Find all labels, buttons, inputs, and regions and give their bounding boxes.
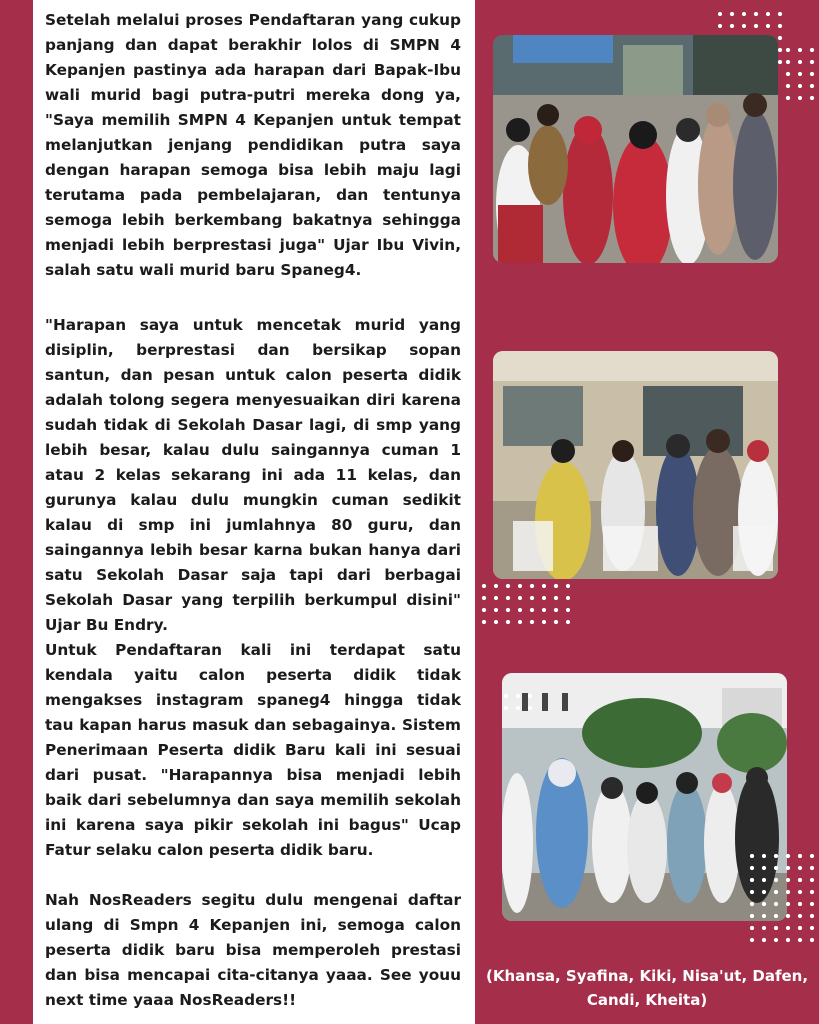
paragraph-2: "Harapan saya untuk mencetak murid yang disiplin, berprestasi dan bersikap sopan santun, dan pesan untuk calon peserta didik adalah tolong segera menyesuaikan diri karena sudah tidak di Sekolah Dasar lagi, di smp yang lebih besar, kalau dulu saingannya cuman 1 atau 2 kelas sekarang ini ada 11 kelas, dan gurunya kalau dulu mungkin cuman sedikit kalau di smp ini jumlahnya 80 guru, dan saingannya lebih besar karna bukan hanya dari satu Sekolah Dasar saja tapi dari berbagai Sekolah Dasar yang terpilih berkumpul disini" Ujar Bu Endry. [45, 316, 461, 634]
paragraph-1: Setelah melalui proses Pendaftaran yang cukup panjang dan dapat berakhir lolos di SMPN 4 Kepanjen pastinya ada harapan dari Bapak-Ibu wali murid bagi putra-putri mereka dong ya, "Saya memilih SMPN 4 Kepanjen untuk tempat melanjutkan jenjang pendidikan putra saya dengan harapan semoga bisa lebih maju lagi terutama pada pembelajaran, dan tentunya semoga lebih berkembang bakatnya sehingga menjadi lebih berprestasi juga" Ujar Ibu Vivin, salah satu wali murid baru Spaneg4. [45, 11, 461, 279]
photo-students-schoolyard [502, 673, 787, 921]
paragraph-3: Untuk Pendaftaran kali ini terdapat satu kendala yaitu calon peserta didik tidak mengakses instagram spaneg4 hingga tidak tau kapan harus masuk dan sebagainya. Sistem Penerimaan Peserta didik Baru kali ini sesuai dari pusat. "Harapannya bisa menjadi lebih baik dari sebelumnya dan saya memilih sekolah ini karena saya pikir sekolah ini bagus" Ucap Fatur selaku calon peserta didik baru. [45, 641, 461, 859]
decorative-dots [500, 690, 536, 714]
decorative-dots [478, 580, 574, 628]
photo-parents-waiting [493, 351, 778, 579]
paragraph-4: Nah NosReaders segitu dulu mengenai daftar ulang di Smpn 4 Kepanjen ini, semoga calon peserta didik baru bisa memperoleh prestasi dan bisa mencapai cita-citanya yaaa. See youu next time yaaa NosReaders!! [45, 891, 461, 1009]
decorative-dots [746, 850, 818, 946]
author-credits: (Khansa, Syafina, Kiki, Nisa'ut, Dafen, Candi, Kheita) [485, 967, 809, 1009]
photo-registration-crowd [493, 35, 778, 263]
article-text-panel [33, 0, 475, 1024]
